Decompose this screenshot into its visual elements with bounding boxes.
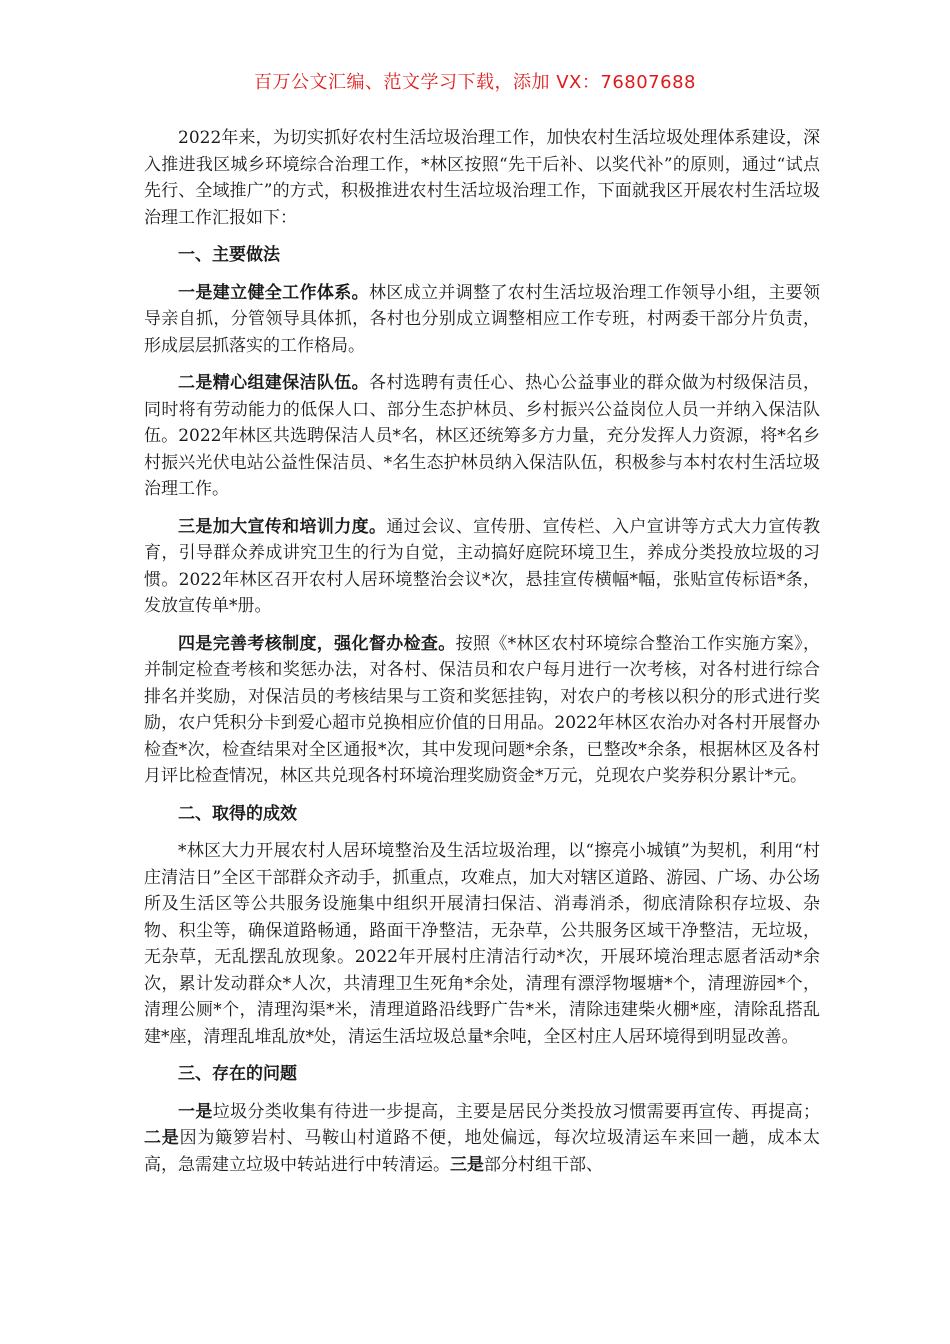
method-text: 各村选聘有责任心、热心公益事业的群众做为村级保洁员，同时将有劳动能力的低保人口、部分生态护林员、乡村振兴公益岗位人员一并纳入保洁队伍。2022年林区共选聘保洁人员*名，林区还统筹多方力量，充分发挥人力资源，将*名乡村振兴光伏电站公益性保洁员、*名生态护林员纳入保洁队伍，积极参与本村农村生活垃圾治理工作。 bbox=[144, 373, 821, 499]
problem-lead: 三是 bbox=[450, 1154, 484, 1175]
problem-text: 垃圾分类收集有待进一步提高，主要是居民分类投放习惯需要再宣传、再提高； bbox=[212, 1101, 821, 1122]
method-lead: 二是精心组建保洁队伍。 bbox=[178, 373, 369, 393]
method-text: 按照《*林区农村环境综合整治工作实施方案》，并制定检查考核和奖惩办法，对各村、保洁员和农户每月进行一次考核，对各村进行综合排名并奖励，对保洁员的考核结果与工资和奖惩挂钩，对农户的考核以积分的形式进行奖励，农户凭积分卡到爱心超市兑换相应价值的日用品。2022年林区农治办对各村开展督办检查*次，检查结果对全区通报*次，其中发现问题*余条，已整改*余条，根据林区及各村月评比检查情况，林区共兑现各村环境治理奖励资金*万元，兑现农户奖券积分累计*元。 bbox=[144, 633, 821, 786]
method-paragraph bbox=[144, 514, 820, 620]
method-paragraph bbox=[144, 280, 820, 360]
problem-text: 因为簸箩岩村、马鞍山村道路不便，地处偏远，每次垃圾清运车来回一趟，成本太高，急需建立垃圾中转站进行中转清运。 bbox=[144, 1128, 821, 1175]
method-text: 通过会议、宣传册、宣传栏、入户宣讲等方式大力宣传教育，引导群众养成讲究卫生的行为自觉，主动搞好庭院环境卫生，养成分类投放垃圾的习惯。2022年林区召开农村人居环境整治会议*次，悬挂宣传横幅*幅，张贴宣传标语*条，发放宣传单*册。 bbox=[144, 516, 821, 616]
method-lead: 一是建立健全工作体系。 bbox=[178, 282, 369, 303]
method-paragraph bbox=[144, 631, 820, 790]
problems-paragraph bbox=[144, 1099, 820, 1179]
method-lead: 四是完善考核制度，强化督办检查。 bbox=[178, 633, 456, 654]
problem-lead: 二是 bbox=[144, 1128, 180, 1148]
section-heading-problems: 三、存在的问题 bbox=[178, 1064, 297, 1084]
method-lead: 三是加大宣传和培训力度。 bbox=[178, 516, 387, 537]
document-body bbox=[144, 125, 820, 1189]
problem-lead: 一是 bbox=[178, 1101, 213, 1122]
watermark-banner: 百万公文汇编、范文学习下载，添加 VX：76807688 bbox=[254, 72, 696, 93]
section-heading-results: 二、取得的成效 bbox=[178, 803, 297, 824]
method-paragraph bbox=[144, 370, 820, 503]
method-text: 林区成立并调整了农村生活垃圾治理工作领导小组，主要领导亲自抓，分管领导具体抓，各村也分别成立调整相应工作专班，村两委干部分片负责，形成层层抓落实的工作格局。 bbox=[144, 282, 821, 356]
section-heading-methods: 一、主要做法 bbox=[178, 245, 280, 265]
problem-text: 部分村组干部、 bbox=[484, 1154, 603, 1175]
intro-paragraph: 2022年来，为切实抓好农村生活垃圾治理工作，加快农村生活垃圾处理体系建设，深入推进我区城乡环境综合治理工作，*林区按照“先干后补、以奖代补”的原则，通过“试点先行、全域推广”的方式，积极推进农村生活垃圾治理工作，下面就我区开展农村生活垃圾治理工作汇报如下： bbox=[144, 128, 820, 228]
results-paragraph: *林区大力开展农村人居环境整治及生活垃圾治理，以“擦亮小城镇”为契机，利用“村庄清洁日”全区干部群众齐动手，抓重点，攻难点，加大对辖区道路、游园、广场、办公场所及生活区等公共服务设施集中组织开展清扫保洁、消毒消杀，彻底清除积存垃圾、杂物、积尘等，确保道路畅通，路面干净整洁，无杂草，公共服务区域干净整洁，无垃圾，无杂草，无乱摆乱放现象。2022年开展村庄清洁行动*次，开展环境治理志愿者活动*余次，累计发动群众*人次，共清理卫生死角*余处，清理有漂浮物堰塘*个，清理游园*个，清理公厕*个，清理沟渠*米，清理道路沿线野广告*米，清除违建柴火棚*座，清除乱搭乱建*座，清理乱堆乱放*处，清运生活垃圾总量*余吨，全区村庄人居环境得到明显改善。 bbox=[144, 841, 820, 1047]
